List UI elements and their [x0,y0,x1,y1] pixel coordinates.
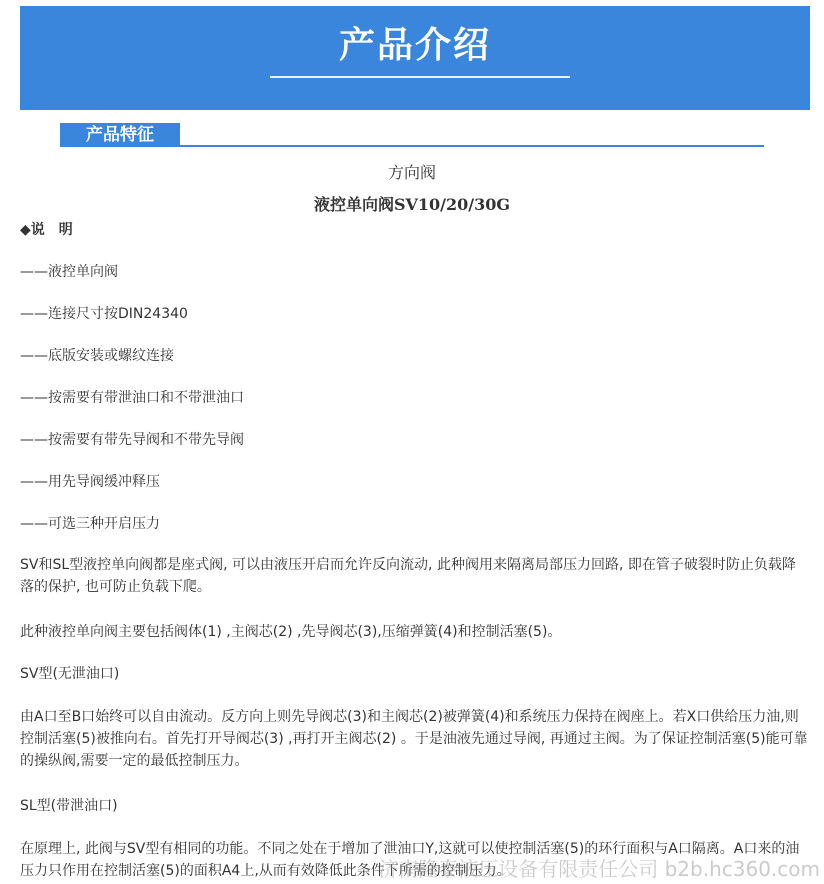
bullet-item: ——按需要有带先导阀和不带先导阀 [20,432,244,448]
paragraph-components: 此种液控单向阀主要包括阀体(1) ,主阀芯(2) ,先导阀芯(3),压缩弹簧(4)和控制活塞(5)。 [20,624,562,640]
description-heading: ◆说 明 [20,222,73,238]
bullet-item: ——液控单向阀 [20,264,118,280]
sl-type-heading: SL型(带泄油口) [20,798,118,814]
banner-underline [270,76,570,78]
watermark: 济南隆泰液压设备有限责任公司 b2b.hc360.com [378,857,820,881]
bullet-item: ——底版安装或螺纹连接 [20,348,174,364]
bullet-item: ——可选三种开启压力 [20,516,160,532]
header-banner [20,6,810,110]
paragraph-sv-function: 由A口至B口始终可以自由流动。反方向上则先导阀芯(3)和主阀芯(2)被弹簧(4)和系统压力保持在阀座上。若X口供给压力油,则控制活塞(5)被推向右。首先打开导阀芯(3) ,再打开主阀芯(2) 。于是油液先通过导阀, 再通过主阀。为了保证控制活塞(5)能可靠的操纵阀,需要一定的最低控制压力。 [20,709,808,769]
paragraph-sl-function: 在原理上, 此阀与SV型有相同的功能。不同之处在于增加了泄油口Y,这就可以使控制活塞(5)的环行面积与A口隔离。A口来的油压力只作用在控制活塞(5)的面积A4上,从而有效降低此条件下所需的控制压力。 [20,841,800,879]
bullet-item: ——按需要有带泄油口和不带泄油口 [20,390,244,406]
section-tab: 产品特征 [60,123,180,147]
banner-title: 产品介绍 [338,25,491,66]
sv-type-heading: SV型(无泄油口) [20,666,120,682]
product-model-title: 液控单向阀SV10/20/30G [313,195,511,214]
bullet-item: ——用先导阀缓冲释压 [20,474,160,490]
paragraph-intro: SV和SL型液控单向阀都是座式阀, 可以由液压开启而允许反向流动, 此种阀用来隔离局部压力回路, 即在管子破裂时防止负载降落的保护, 也可防止负载下爬。 [20,557,796,595]
section-divider [180,145,764,147]
product-category-title: 方向阀 [387,163,436,182]
bullet-item: ——连接尺寸按DIN24340 [20,306,188,322]
